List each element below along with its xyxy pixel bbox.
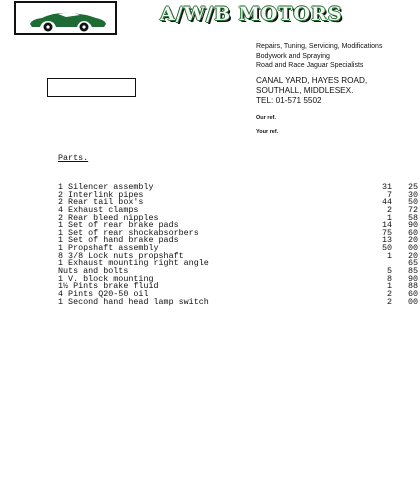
price-pence: 58 [407, 212, 418, 223]
part-description: 2 Interlink pipes [58, 189, 144, 200]
brand-name: A/W/B MOTORS [160, 3, 343, 25]
price-pence: 60 [407, 227, 418, 238]
part-description: 2 Rear bleed nipples [58, 212, 159, 223]
business-address [256, 76, 416, 106]
price-pence: 50 [407, 197, 418, 208]
part-description: 4 Exhaust clamps [58, 204, 139, 215]
price-pence: 85 [407, 266, 418, 277]
price-pence: 65 [407, 258, 418, 269]
price-pence: 00 [407, 296, 418, 307]
address-window-box [47, 78, 136, 97]
price-pence: 30 [407, 189, 418, 200]
price-pence: 60 [407, 288, 418, 299]
price-pounds: 1 [386, 212, 392, 223]
price-pounds: 1 [386, 281, 392, 292]
address-line: CANAL YARD, HAYES ROAD, [256, 76, 368, 85]
price-pounds: 13 [381, 235, 392, 246]
jaguar-car-icon [26, 7, 110, 33]
part-description: Nuts and bolts [58, 266, 129, 277]
services-line: Repairs, Tuning, Servicing, Modifications [256, 43, 383, 50]
price-pence: 72 [407, 204, 418, 215]
part-description: 1 Set of rear shockabsorbers [58, 227, 199, 238]
services-list [256, 42, 406, 71]
services-line: Bodywork and Spraying [256, 52, 330, 60]
services-line: Road and Race Jaguar Specialists [256, 62, 364, 69]
price-pounds: 8 [386, 273, 392, 284]
part-description: 8 3/8 Lock nuts propshaft [58, 250, 184, 261]
address-line: SOUTHALL, MIDDLESEX. [256, 86, 354, 95]
price-pounds: 14 [381, 220, 392, 231]
part-description: 4 Pints Q20-50 oil [58, 288, 149, 299]
price-pence: 90 [407, 273, 418, 284]
part-description: 2 Rear tail box's [58, 197, 144, 208]
our-ref-label: Our ref. [256, 115, 276, 121]
part-description: 1½ Pints brake fluid [58, 281, 159, 292]
price-pounds: 2 [386, 288, 392, 299]
price-pounds: 2 [386, 204, 392, 215]
price-pounds: 31 [381, 182, 392, 192]
price-pence: 20 [407, 250, 418, 261]
part-description: 1 Propshaft assembly [58, 243, 159, 254]
parts-row [58, 296, 418, 307]
price-pounds: 2 [386, 296, 392, 307]
logo-box [14, 1, 117, 35]
part-description: 1 Exhaust mounting right angle [58, 258, 209, 269]
your-ref-label: Your ref. [256, 129, 279, 135]
parts-heading: Parts. [58, 153, 89, 163]
price-pounds: 44 [381, 197, 392, 208]
price-pence: 25 [407, 182, 418, 192]
part-description: 1 V. block mounting [58, 273, 154, 284]
part-description: 1 Set of hand brake pads [58, 235, 179, 246]
parts-list [58, 184, 418, 306]
price-pounds: 1 [386, 250, 392, 261]
part-description: 1 Silencer assembly [58, 182, 154, 192]
part-description: 1 Second hand head lamp switch [58, 296, 209, 307]
price-pence: 00 [407, 243, 418, 254]
price-pounds: 75 [381, 227, 392, 238]
price-pence: 90 [407, 220, 418, 231]
price-pence: 88 [407, 281, 418, 292]
price-pounds: 5 [386, 266, 392, 277]
reference-labels [256, 111, 278, 139]
price-pounds: 50 [381, 243, 392, 254]
price-pounds: 7 [386, 189, 392, 200]
phone-number: TEL: 01-571 5502 [256, 96, 322, 105]
part-description: 1 Set of rear brake pads [58, 220, 179, 231]
price-pence: 20 [407, 235, 418, 246]
